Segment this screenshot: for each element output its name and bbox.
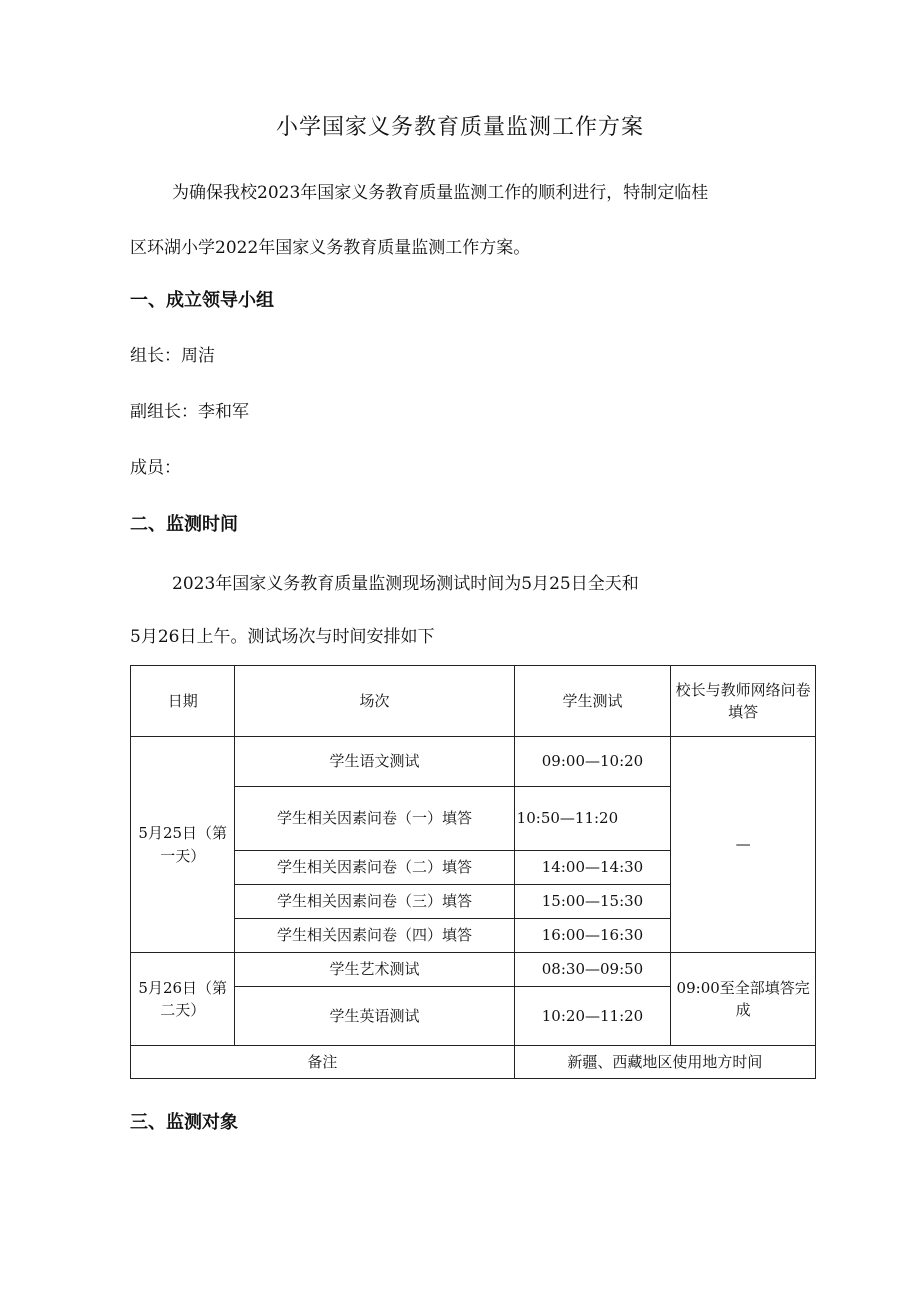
deputy-leader-line: 副组长：李和军 (130, 402, 249, 422)
day1-survey-cell: — (671, 737, 816, 953)
time-cell: 09:00—10:20 (514, 737, 671, 787)
session-cell: 学生语文测试 (235, 737, 514, 787)
intro-paragraph-line-1: 为确保我校2023年国家义务教育质量监测工作的顺利进行，特制定临桂 (172, 183, 709, 203)
section-heading-target: 三、监测对象 (130, 1112, 238, 1133)
time-cell: 15:00—15:30 (514, 885, 671, 919)
time-cell: 14:00—14:30 (514, 851, 671, 885)
session-cell: 学生相关因素问卷（四）填答 (235, 919, 514, 953)
header-date: 日期 (131, 666, 235, 737)
session-cell: 学生相关因素问卷（二）填答 (235, 851, 514, 885)
table-row (131, 1046, 816, 1079)
table-header-row (131, 666, 816, 737)
leader-line: 组长：周洁 (130, 346, 215, 366)
time-paragraph-line-2: 5月26日上午。测试场次与时间安排如下 (130, 627, 435, 647)
table-row (131, 737, 816, 787)
day1-date-cell: 5月25日（第一天） (131, 737, 235, 953)
day2-survey-cell: 09:00至全部填答完成 (671, 953, 816, 1046)
session-cell: 学生相关因素问卷（一）填答 (235, 787, 514, 851)
time-cell: 08:30—09:50 (514, 953, 671, 987)
document-title: 小学国家义务教育质量监测工作方案 (275, 115, 644, 140)
session-cell: 学生英语测试 (235, 987, 514, 1046)
session-cell: 学生相关因素问卷（三）填答 (235, 885, 514, 919)
table-row (131, 953, 816, 987)
header-student-test: 学生测试 (514, 666, 671, 737)
schedule-table (130, 665, 816, 1079)
time-cell: 10:50—11:20 (514, 787, 671, 851)
header-session: 场次 (235, 666, 514, 737)
section-heading-time: 二、监测时间 (130, 514, 238, 535)
members-line: 成员： (130, 458, 181, 478)
note-label-cell: 备注 (131, 1046, 515, 1079)
time-cell: 16:00—16:30 (514, 919, 671, 953)
day2-date-cell: 5月26日（第二天） (131, 953, 235, 1046)
section-heading-leadership: 一、成立领导小组 (130, 290, 274, 311)
note-value-cell: 新疆、西藏地区使用地方时间 (514, 1046, 815, 1079)
time-paragraph-line-1: 2023年国家义务教育质量监测现场测试时间为5月25日全天和 (172, 574, 639, 594)
session-cell: 学生艺术测试 (235, 953, 514, 987)
time-cell: 10:20—11:20 (514, 987, 671, 1046)
intro-paragraph-line-2: 区环湖小学2022年国家义务教育质量监测工作方案。 (130, 238, 531, 258)
header-survey: 校长与教师网络问卷填答 (671, 666, 816, 737)
